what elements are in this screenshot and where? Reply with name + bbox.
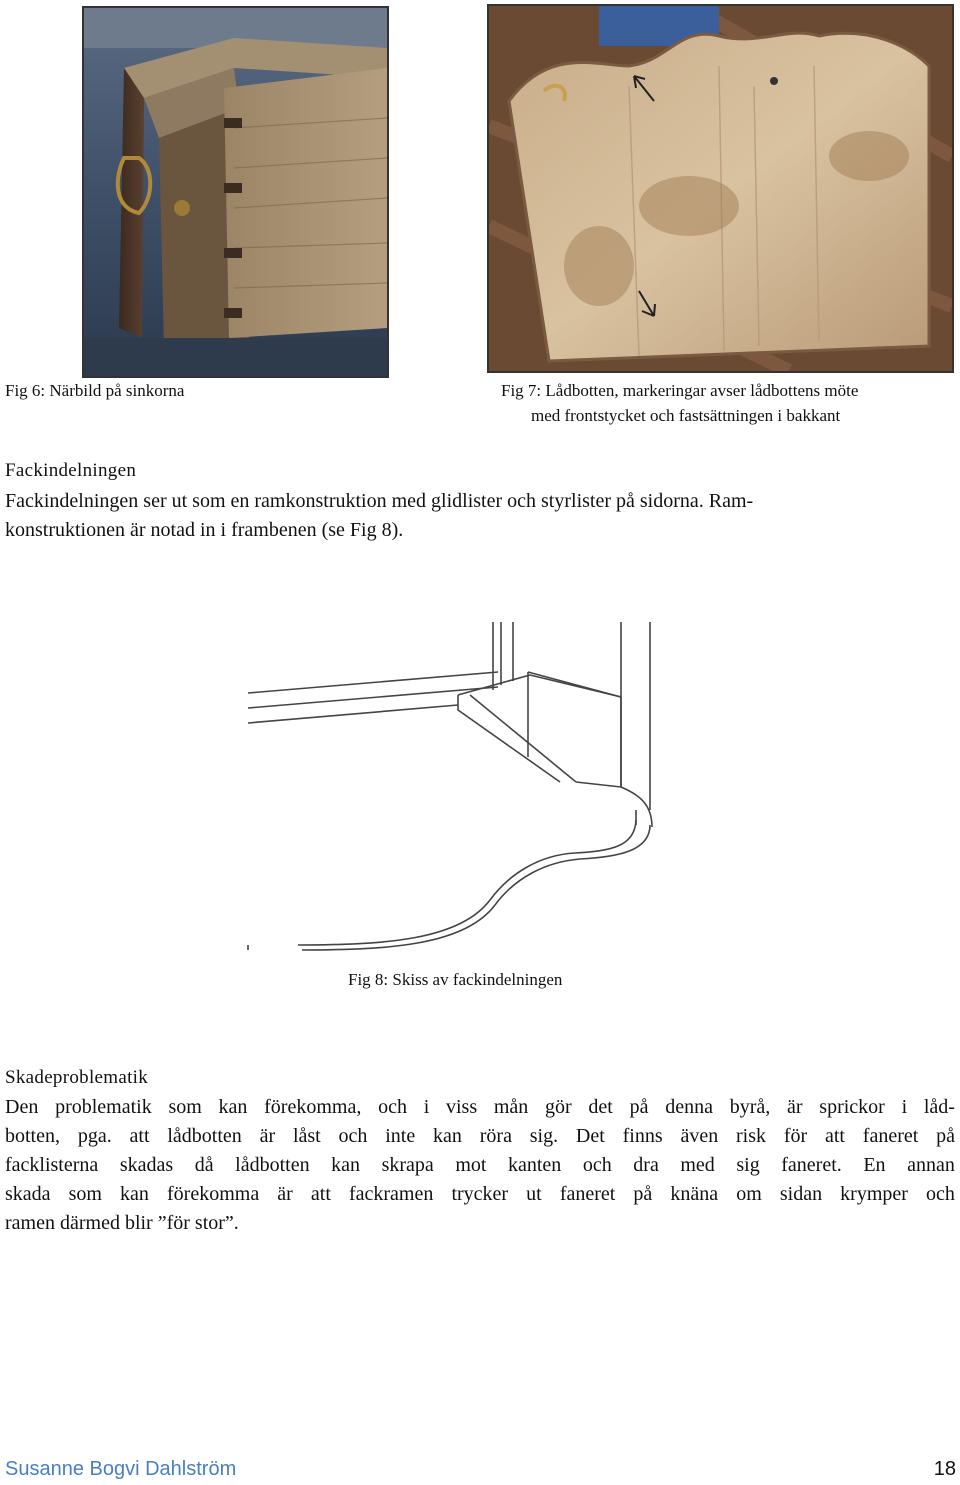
paragraph-line: [5, 1122, 955, 1151]
footer-author: Susanne Bogvi Dahlström: [5, 1458, 237, 1480]
paragraph-word: dra: [633, 1154, 659, 1176]
paragraph-word: pga.: [77, 1125, 112, 1147]
paragraph-word: botten,: [5, 1125, 60, 1147]
paragraph-word: inte: [385, 1125, 416, 1147]
paragraph-word: kan: [218, 1096, 248, 1118]
fig7-photo: [487, 4, 954, 373]
paragraph-word: kan: [120, 1183, 149, 1205]
paragraph-word: annan: [907, 1154, 955, 1176]
paragraph-word: för: [783, 1125, 808, 1147]
fig7-caption-line-1: Fig 7: Lådbotten, markeringar avser lådbottens möte: [501, 381, 859, 400]
paragraph-word: gör: [545, 1096, 572, 1118]
paragraph-word: viss: [445, 1096, 478, 1118]
paragraph-word: skrapa: [381, 1154, 434, 1176]
paragraph-line: [5, 1093, 955, 1122]
paragraph-word: Den: [5, 1096, 39, 1118]
paragraph-word: risk: [736, 1125, 767, 1147]
paragraph-word: även: [680, 1125, 719, 1147]
fig6-photo: [82, 6, 389, 378]
paragraph-word: och: [338, 1125, 368, 1147]
fig8-caption: Fig 8: Skiss av fackindelningen: [348, 970, 563, 989]
paragraph-word: och: [582, 1154, 612, 1176]
paragraph-word: kanten: [507, 1154, 562, 1176]
paragraph-word: låd-: [923, 1096, 955, 1118]
paragraph-word: på: [633, 1183, 653, 1205]
paragraph-word: låst: [292, 1125, 321, 1147]
paragraph-word: knäna: [670, 1183, 719, 1205]
paragraph-word: och: [926, 1183, 955, 1205]
fig7-caption-line-2: med frontstycket och fastsättningen i bakkant: [531, 406, 841, 425]
paragraph-word: att: [129, 1125, 150, 1147]
paragraph-word: röra: [479, 1125, 512, 1147]
paragraph-word: Det: [575, 1125, 605, 1147]
paragraph-word: En: [863, 1154, 886, 1176]
section1-paragraph: [5, 487, 955, 545]
paragraph-word: kan: [331, 1154, 361, 1176]
footer-page-number: 18: [933, 1458, 956, 1480]
paragraph-line: ramen därmed blir ”för stor”.: [5, 1212, 239, 1234]
paragraph-line: [5, 1151, 955, 1180]
paragraph-word: förekomma,: [264, 1096, 362, 1118]
drawer-dovetail-photo-icon: [84, 8, 387, 376]
paragraph-word: skada: [5, 1183, 51, 1205]
paragraph-word: finns: [622, 1125, 663, 1147]
paragraph-word: det: [588, 1096, 613, 1118]
paragraph-word: om: [736, 1183, 762, 1205]
fig6-caption: Fig 6: Närbild på sinkorna: [5, 381, 185, 400]
paragraph-word: som: [168, 1096, 202, 1118]
paragraph-line: Fackindelningen ser ut som en ramkonstruktion med glidlister och styrlister på sidorna. Ram-: [5, 490, 754, 512]
paragraph-word: krymper: [840, 1183, 908, 1205]
paragraph-word: faneret: [862, 1125, 919, 1147]
paragraph-word: mån: [493, 1096, 529, 1118]
paragraph-word: är: [787, 1096, 803, 1118]
paragraph-word: facklisterna: [5, 1154, 99, 1176]
paragraph-word: lådbotten: [167, 1125, 242, 1147]
paragraph-line: konstruktionen är notad in i frambenen (se Fig 8).: [5, 519, 404, 541]
paragraph-word: i: [423, 1096, 430, 1118]
section2-paragraph: [5, 1093, 955, 1238]
paragraph-word: på: [936, 1125, 955, 1147]
paragraph-word: faneret: [559, 1183, 616, 1205]
paragraph-word: på: [629, 1096, 649, 1118]
paragraph-word: fackramen: [348, 1183, 434, 1205]
paragraph-word: sidan: [779, 1183, 823, 1205]
paragraph-word: byrå,: [729, 1096, 771, 1118]
paragraph-word: denna: [665, 1096, 713, 1118]
paragraph-word: ut: [526, 1183, 542, 1205]
fig8-sketch: [240, 615, 670, 955]
paragraph-word: sprickor: [819, 1096, 885, 1118]
paragraph-word: då: [194, 1154, 214, 1176]
paragraph-word: trycker: [451, 1183, 509, 1205]
paragraph-word: förekomma: [167, 1183, 260, 1205]
paragraph-word: med: [680, 1154, 715, 1176]
paragraph-word: skadas: [119, 1154, 174, 1176]
drawer-bottom-photo-icon: [489, 6, 952, 371]
section-heading-fackindelningen: Fackindelningen: [5, 460, 137, 481]
paragraph-word: kan: [433, 1125, 462, 1147]
paragraph-word: lådbotten: [235, 1154, 310, 1176]
section-heading-skadeproblematik: Skadeproblematik: [5, 1067, 149, 1088]
paragraph-word: som: [68, 1183, 102, 1205]
paragraph-word: i: [901, 1096, 908, 1118]
paragraph-word: sig.: [529, 1125, 559, 1147]
paragraph-word: att: [824, 1125, 845, 1147]
paragraph-word: och: [378, 1096, 407, 1118]
paragraph-word: problematik: [55, 1096, 152, 1118]
paragraph-line: [5, 1180, 955, 1209]
paragraph-word: är: [259, 1125, 276, 1147]
paragraph-word: mot: [455, 1154, 487, 1176]
paragraph-word: sig: [736, 1154, 760, 1176]
compartment-sketch-icon: [240, 615, 670, 955]
paragraph-word: är: [277, 1183, 293, 1205]
paragraph-word: faneret.: [781, 1154, 842, 1176]
paragraph-word: att: [310, 1183, 331, 1205]
